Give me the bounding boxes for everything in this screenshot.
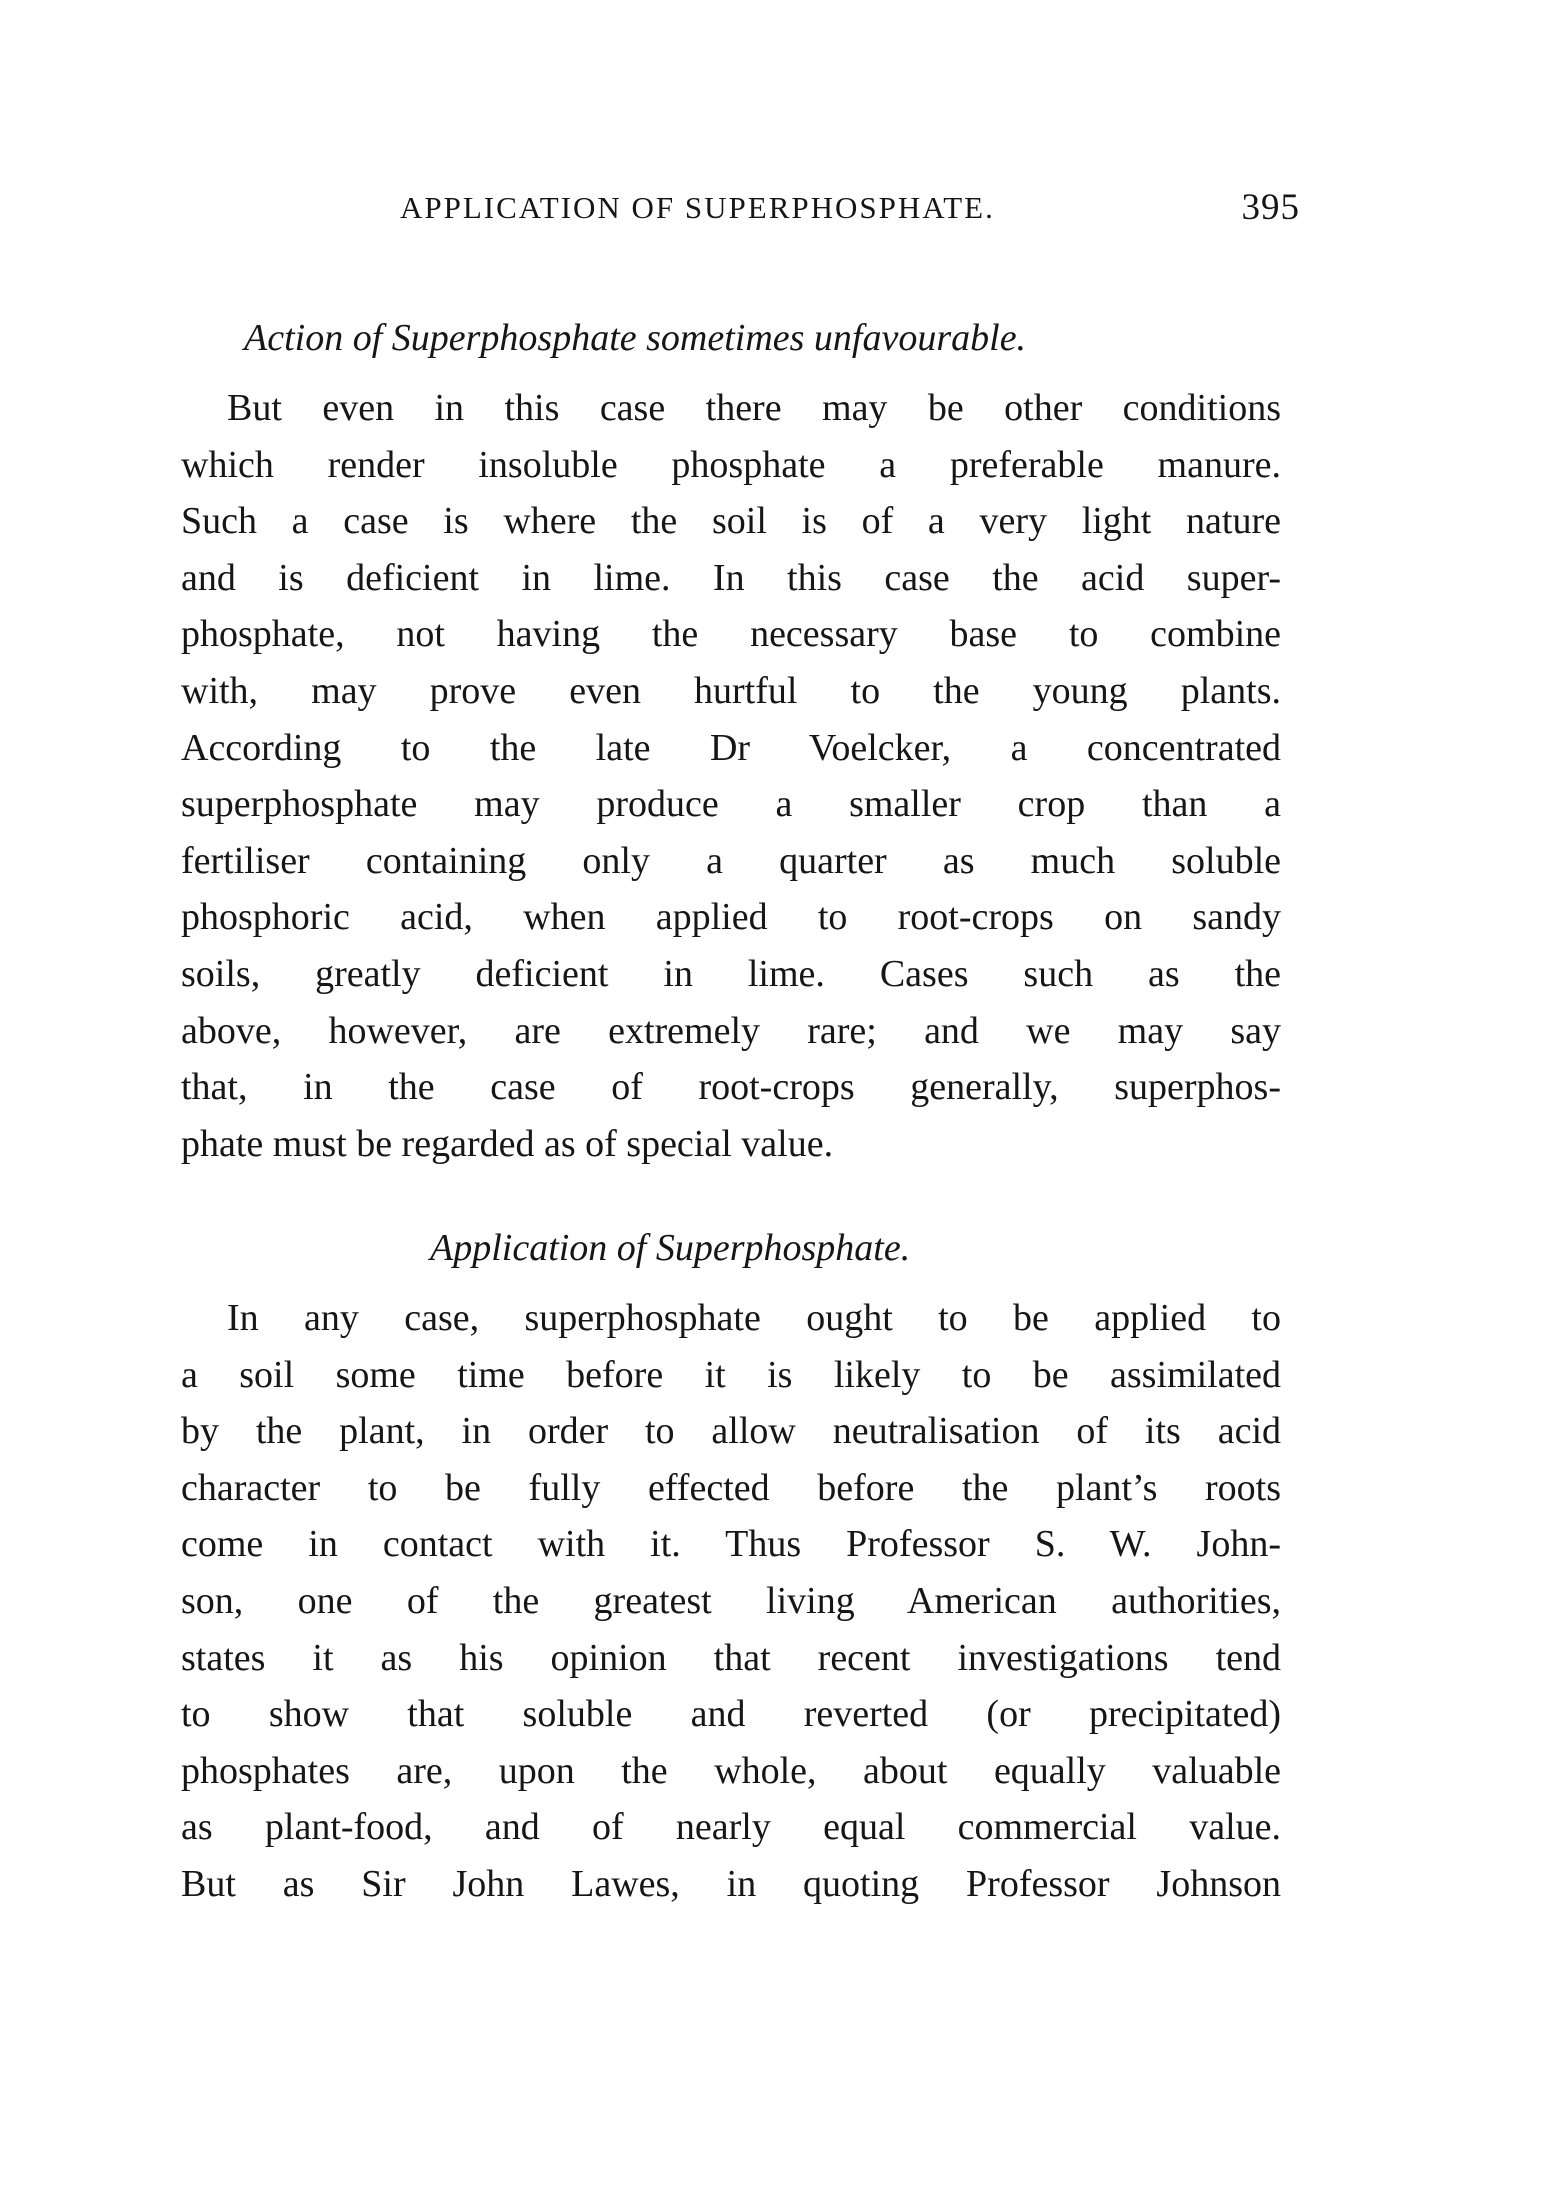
text-line: and is deficient in lime. In this case the acid super- (181, 556, 1281, 599)
text-line: son, one of the greatest living American authorities, (181, 1579, 1281, 1622)
text-line: But even in this case there may be other conditions (227, 387, 1281, 429)
text-line: states it as his opinion that recent investigations tend (181, 1636, 1281, 1679)
text-line: superphosphate may produce a smaller crop than a (181, 783, 1281, 826)
text-line: that, in the case of root-crops generally, superphos- (181, 1066, 1281, 1109)
text-line: character to be fully effected before the plant’s roots (181, 1466, 1281, 1509)
text-line: phosphates are, upon the whole, about equally valuable (181, 1749, 1281, 1792)
text-line: phate must be regarded as of special value. (181, 1122, 834, 1165)
text-line: phosphoric acid, when applied to root-crops on sandy (181, 896, 1281, 939)
running-title: APPLICATION OF SUPERPHOSPHATE. (400, 190, 995, 225)
text-line: But as Sir John Lawes, in quoting Professor Johnson (181, 1862, 1281, 1905)
text-line: above, however, are extremely rare; and we may say (181, 1009, 1281, 1052)
text-line: Such a case is where the soil is of a very light nature (181, 500, 1281, 543)
running-header (400, 187, 1300, 230)
text-line: According to the late Dr Voelcker, a concentrated (181, 726, 1281, 769)
text-line: to show that soluble and reverted (or precipitated) (181, 1693, 1281, 1736)
text-line: as plant-food, and of nearly equal commercial value. (181, 1806, 1281, 1849)
text-line: a soil some time before it is likely to be assimilated (181, 1353, 1281, 1396)
text-line: with, may prove even hurtful to the young plants. (181, 669, 1281, 712)
text-line: come in contact with it. Thus Professor S. W. John- (181, 1523, 1281, 1566)
text-line: fertiliser containing only a quarter as much soluble (181, 839, 1281, 882)
section-heading: Action of Superphosphate sometimes unfavourable. (244, 317, 1027, 359)
paragraph (181, 380, 1281, 1172)
text-line: phosphate, not having the necessary base to combine (181, 613, 1281, 656)
section-heading: Application of Superphosphate. (430, 1227, 911, 1269)
text-line: In any case, superphosphate ought to be applied to (227, 1297, 1281, 1339)
paragraph (181, 1290, 1281, 1913)
text-line: by the plant, in order to allow neutralisation of its acid (181, 1410, 1281, 1453)
text-line: soils, greatly deficient in lime. Cases such as the (181, 952, 1281, 995)
page-number: 395 (1241, 187, 1300, 228)
text-line: which render insoluble phosphate a preferable manure. (181, 443, 1281, 486)
